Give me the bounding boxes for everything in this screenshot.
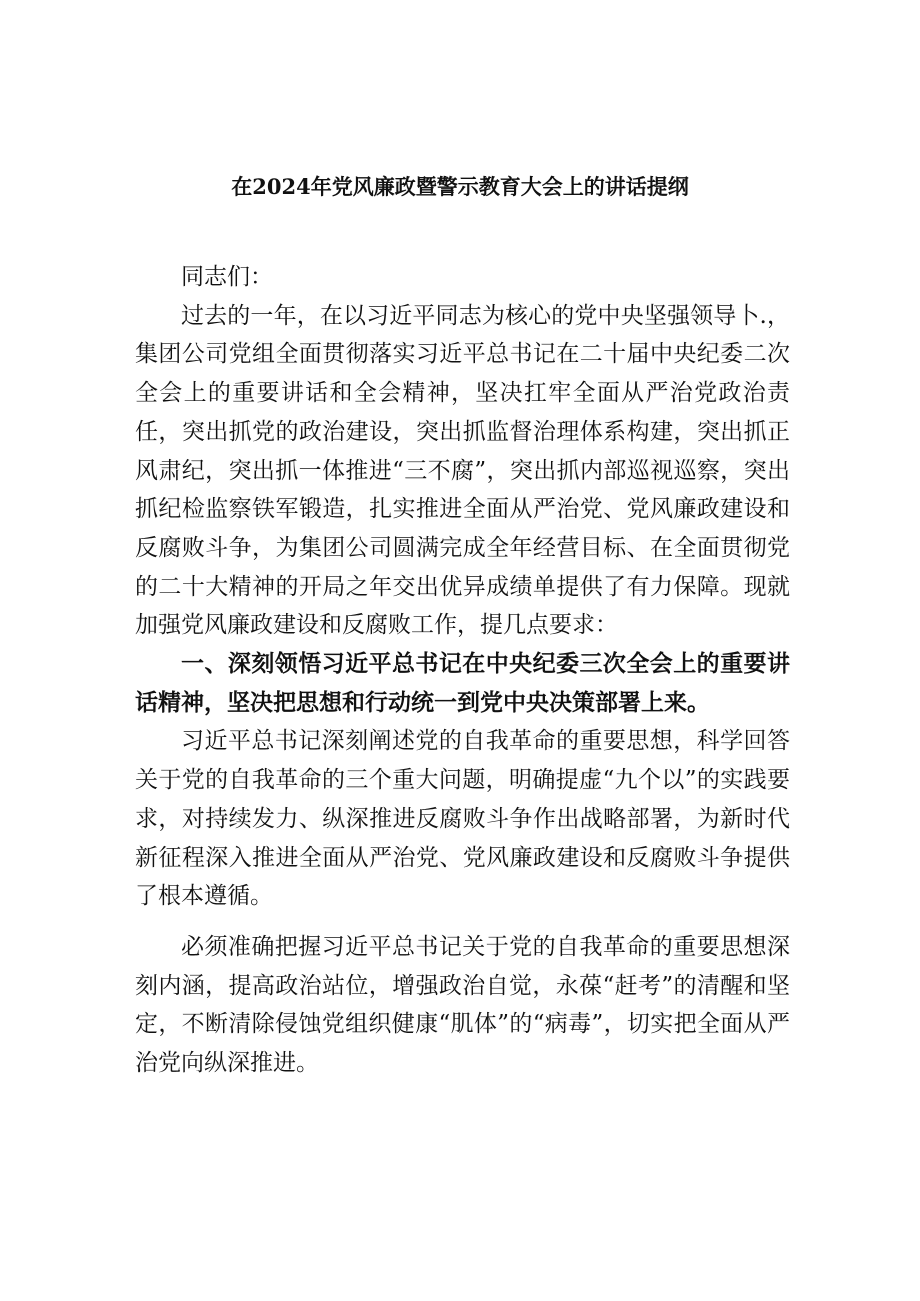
greeting: 同志们： <box>181 264 273 290</box>
paragraph-section-1-body-2: 必须准确把握习近平总书记关于党的自我革命的重要思想深刻内涵，提高政治站位，增强政治自觉，永葆“赶考”的清醒和坚定，不断清除侵蚀党组织健康“肌体”的“病毒”，切实把全面从严治党向纵深推进。 <box>135 933 790 1077</box>
paragraph-intro: 过去的一年，在以习近平同志为核心的党中央坚强领导卜.，集团公司党组全面贯彻落实习近平总书记在二十届中央纪委二次全会上的重要讲话和全会精神，坚决扛牢全面从严治党政治责任，突出抓党的政治建设，突出抓监督治理体系构建，突出抓正风肃纪，突出抓一体推进“三不腐”，突出抓内部巡视巡察，突出抓纪检监察铁军锻造，扎实推进全面从严治党、党风廉政建设和反腐败斗争，为集团公司圆满完成全年经营目标、在全面贯彻党的二十大精神的开局之年交出优异成绩单提供了有力保障。现就加强党风廉政建设和反腐败工作，提几点要求： <box>135 302 790 639</box>
section-heading-1: 一、深刻领悟习近平总书记在中央纪委三次全会上的重要讲话精神，坚决把思想和行动统一到党中央决策部署上来。 <box>135 650 790 716</box>
document-body <box>135 258 790 1083</box>
paragraph-section-1-body: 习近平总书记深刻阐述党的自我革命的重要思想，科学回答关于党的自我革命的三个重大问题，明确提虚“九个以”的实践要求，对持续发力、纵深推进反腐败斗争作出战略部署，为新时代新征程深入推进全面从严治党、党风廉政建设和反腐败斗争提供了根本遵循。 <box>135 728 790 910</box>
document-title: 在2024年党风廉政暨警示教育大会上的讲话提纲 <box>231 174 689 199</box>
